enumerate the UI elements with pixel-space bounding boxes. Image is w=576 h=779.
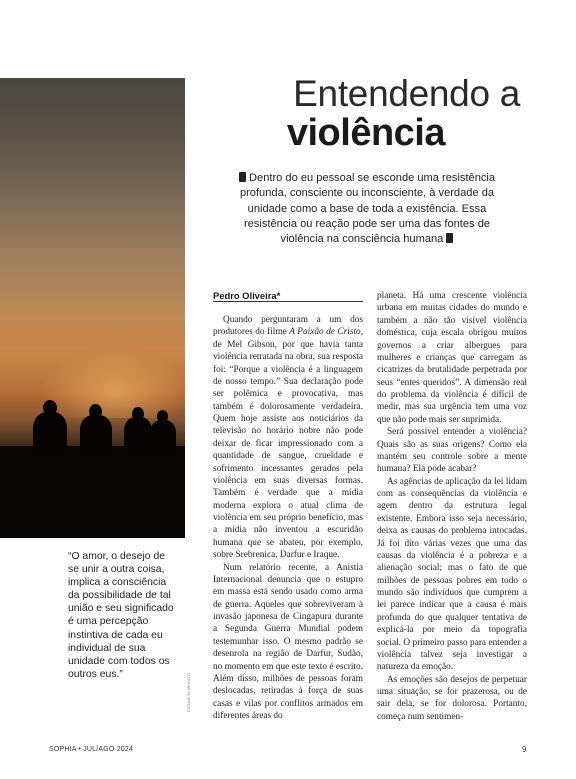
- author-rule: [213, 301, 363, 302]
- sunset-silhouette-photo: [0, 78, 185, 538]
- page-number: 9: [522, 745, 527, 754]
- person-silhouette-body: [80, 415, 112, 451]
- lead-paragraph: [232, 171, 502, 247]
- paragraph: Será possível entender a violência? Quais são as suas origens? Como ela mantém seu controle sobre a mente humana? Ela pode acabar?: [377, 427, 527, 475]
- film-title: A Paixão de Cristo: [289, 327, 361, 338]
- article-column-2: [377, 290, 527, 723]
- paragraph: planeta. Há uma crescente violência urbana em muitas cidades do mundo e também a não tão visível violência doméstica, cuja escala obrigou muitos governos a criar albergues para mulheres e crianças que carregam as cicatrizes da brutalidade perpetrada por seus “entes queridos”. A dimensão real do problema da violência é difícil de medir, mas sua urgência tem uma voz que não pode mais ser suprimida.: [377, 291, 527, 425]
- title-line2: violência: [286, 112, 445, 154]
- pull-quote: “O amor, o desejo de se unir a outra coisa, implica a consciência da possibilidade de tal união e seu significado é uma percepção instintiva de cada eu individual de sua unidade com todos os outros eus.”: [68, 551, 174, 680]
- person-silhouette-body: [150, 420, 176, 452]
- lead-text: Dentro do eu pessoal se esconde uma resistência profunda, consciente ou inconsciente, à verdade da unidade como a base de toda a existência. Essa resistência ou reação pode ser uma das fontes de violência na consciência humana: [239, 172, 496, 246]
- magazine-footer: SOPHIA • JUL/AGO 2024: [49, 746, 134, 753]
- paragraph: As agências de aplicação da lei lidam com as consequências da violência e agem dentro da estrutura legal existente. Embora isso seja necessário, deixa as causas do problema intocadas. Já foi dito várias vezes que uma das causas da violência é a pobreza e a alienação social; mas o fato de que milhões de pessoas pobres em todo o mundo são indivíduos que cumprem a lei parece indicar que a causa é mais profunda do que qualquer tentativa de explicá-la por meio da topografia social. O primeiro passo para entender a violência talvez seja investigar a natureza da emoção.: [377, 476, 527, 673]
- open-quote-icon: [239, 172, 246, 182]
- ground-silhouette: [0, 446, 185, 538]
- person-silhouette-body: [33, 412, 67, 452]
- person-silhouette-body: [124, 417, 152, 451]
- paragraph: As emoções são desejos de perpetuar uma situação, se for prazerosa, ou de sair dela, se for dolorosa. Portanto, começa num sentimen-: [377, 674, 527, 722]
- author-byline: Pedro Oliveira*: [213, 290, 281, 301]
- article-column-1: [213, 314, 363, 722]
- photo-credit: ESSAM ELMEKATO: [186, 672, 191, 712]
- close-quote-icon: [446, 233, 453, 243]
- paragraph: Num relatório recente, a Anistia Internacional denuncia que o estupro em massa está sendo usado como arma de guerra. Aqueles que sobreviveram à invasão japonesa de Cingapura durante a Segunda Guerra Mundial podem testemunhar isso. O mesmo padrão se desenrola na região de Darfur, Sudão, no momento em que este texto é escrito. Além disso, milhões de pessoas foram deslocadas, retiradas à força de suas casas e vilas por conflitos armados em diferentes áreas do: [213, 562, 363, 721]
- paragraph: Quando perguntaram a um dos produtores do filme A Paixão de Cristo, de Mel Gibson, por que havia tanta violência retratada na obra, sua resposta foi: “Porque a violência é a linguagem de nosso tempo.” Sua declaração pode ser polêmica e provocativa, mas também é dolorosamente verdadeira. Quem hoje assiste aos noticiários da televisão no horário nobre não pode deixar de ficar impressionado com a quantidade de sangue, crueldade e sofrimento incessantes gerados pela violência em suas diversas formas. Também é verdade que a mídia moderna explora o atual clima de violência em seu próprio benefício, mas a mídia não inventou a escuridão humana que se abateu, por exemplo, sobre Srebrenica, Darfur e Iraque.: [213, 315, 364, 561]
- title-line1: Entendendo a: [293, 73, 520, 114]
